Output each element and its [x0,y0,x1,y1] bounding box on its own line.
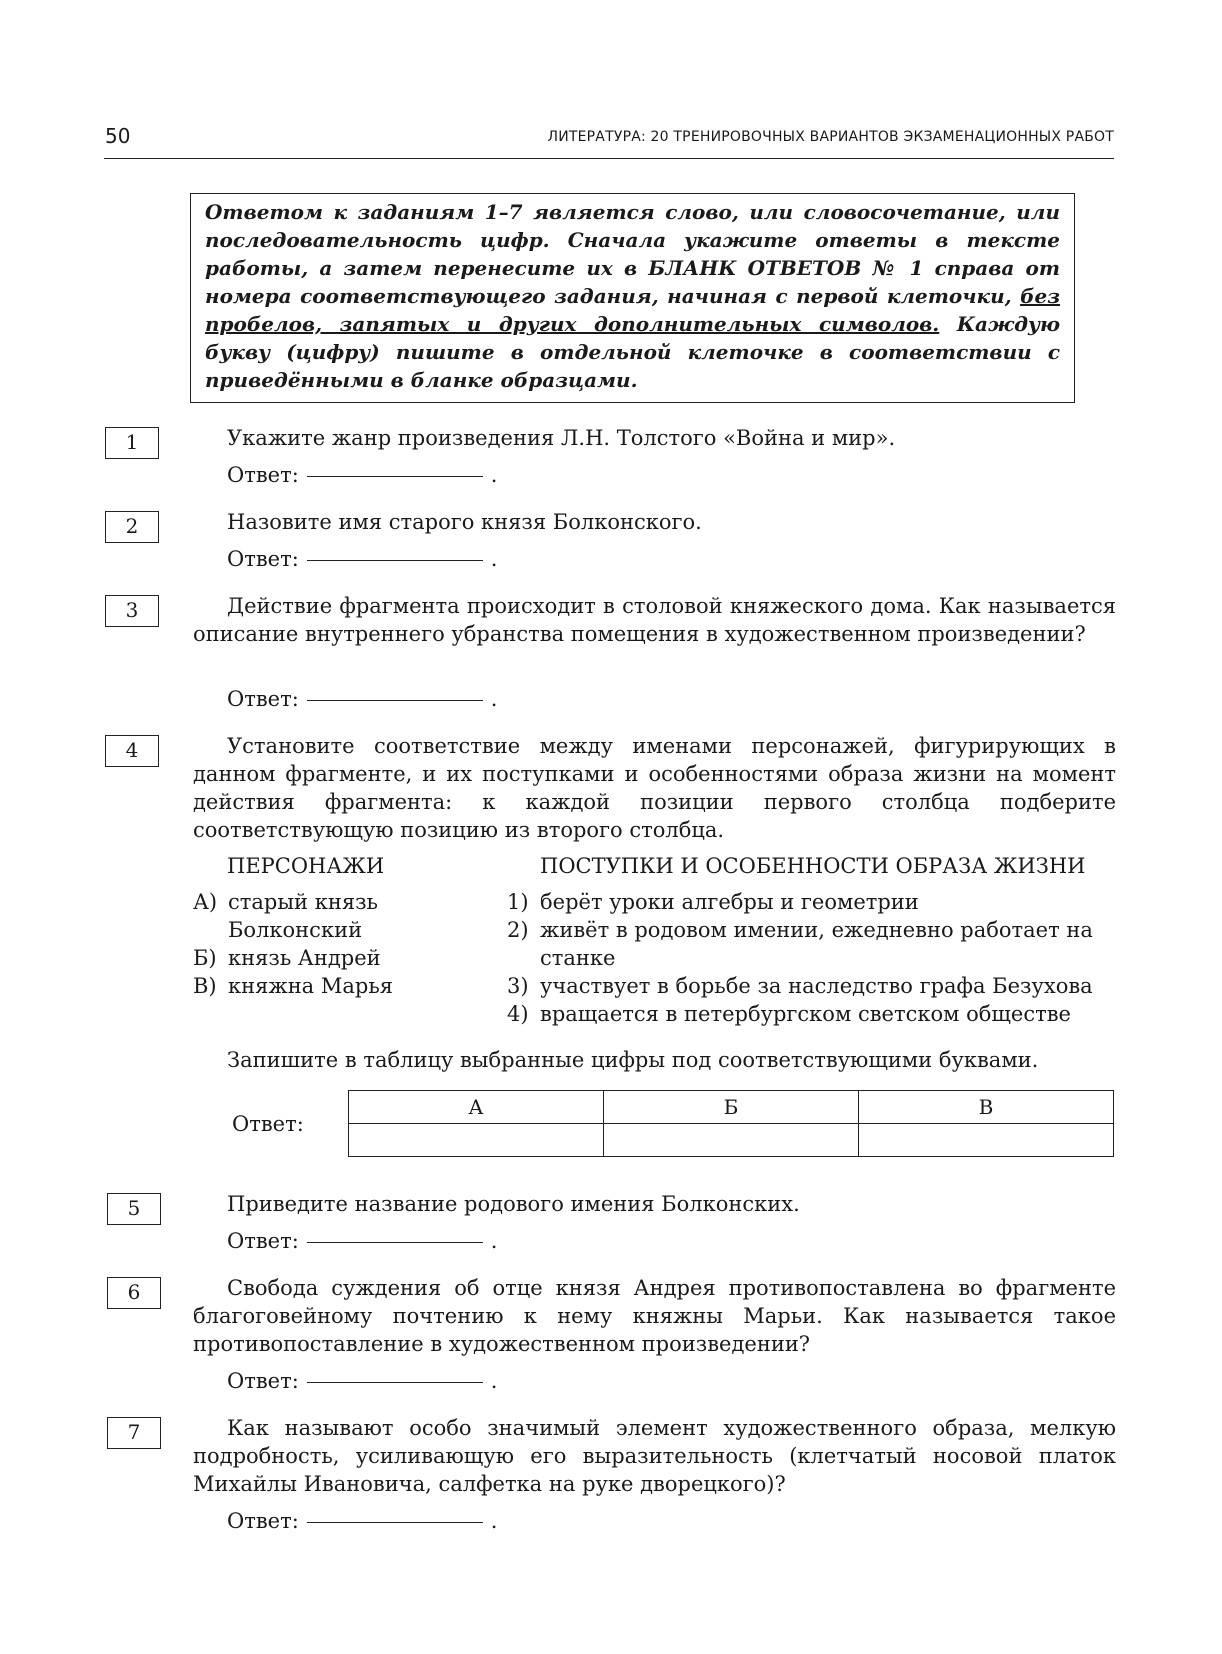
action-item [507,972,1122,1000]
answer-label: Ответ: [227,1509,299,1533]
action-item [507,1000,1122,1028]
question-6-text: Свобода суждения об отце князя Андрея противопоставлена во фрагменте благоговейному почтению к нему княжны Марьи. Как называется такое противопоставление в художественном произведении? [193,1276,1116,1356]
question-3-text: Действие фрагмента происходит в столовой княжеского дома. Как называется описание внутреннего убранства помещения в художественном произведении? [193,594,1116,646]
question-number-box: 6 [107,1277,161,1309]
instructions-text [205,198,1060,394]
question-number-box: 3 [105,595,159,627]
question-5-text: Приведите название родового имения Болконских. [227,1192,800,1216]
action-text: живёт в родовом имении, ежедневно работает на станке [540,918,1093,970]
question-text [193,508,1116,536]
question-number-box: 2 [105,511,159,543]
question-text [193,1274,1116,1358]
instructions-part1: Ответом к заданиям 1–7 является слово, или словосочетание, или последовательность цифр. Сначала укажите ответы в тексте работы, а затем перенесите их в БЛАНК ОТВЕТОВ № 1 справа от номера соответствующего задания, начиная с первой клеточки, [205,200,1060,308]
action-text: вращается в петербургском светском обществе [540,1002,1071,1026]
answer-label: Ответ: [227,463,299,487]
instructions-underlined: без пробелов, запятых и других дополнительных символов. [205,284,1060,336]
question-number-box: 7 [107,1417,161,1449]
question-1-text: Укажите жанр произведения Л.Н. Толстого «Война и мир». [227,426,896,450]
answer-table-header: А [349,1091,604,1124]
action-item [507,888,1122,916]
answer-row[interactable] [227,685,497,713]
answer-dot: . [490,463,498,487]
answer-row[interactable] [227,461,497,489]
actions-list [507,888,1122,1028]
answer-table [348,1090,1114,1157]
question-2-text: Назовите имя старого князя Болконского. [227,510,702,534]
answer-table-header-row [349,1091,1114,1124]
answer-line[interactable] [307,700,483,701]
character-item [193,888,423,944]
action-text: берёт уроки алгебры и геометрии [540,890,919,914]
character-item [193,944,423,972]
instructions-part2: Каждую букву (цифру) пишите в отдельной клеточке в соответствии с приведёнными в бланке образцами. [205,312,1060,392]
page-number: 50 [105,124,131,148]
question-text [193,732,1116,844]
answer-dot: . [490,1229,498,1253]
actions-header: ПОСТУПКИ И ОСОБЕННОСТИ ОБРАЗА ЖИЗНИ [540,854,1086,878]
answer-dot: . [490,687,498,711]
character-letter: А) [193,890,218,914]
question-text [193,1190,1116,1218]
instructions-box [190,193,1075,403]
answer-line[interactable] [307,476,483,477]
question-number-box: 5 [107,1193,161,1225]
answer-cell-c[interactable] [859,1124,1114,1157]
question-4-text: Установите соответствие между именами персонажей, фигурирующих в данном фрагменте, и их поступками и особенностями образа жизни на момент действия фрагмента: к каждой позиции первого столбца подберите соответствующую позицию из второго столбца. [193,734,1116,842]
answer-line[interactable] [307,1522,483,1523]
character-name: старый князь Болконский [228,890,378,942]
answer-label: Ответ: [227,687,299,711]
action-number: 1) [507,890,529,914]
answer-line[interactable] [307,1242,483,1243]
action-text: участвует в борьбе за наследство графа Безухова [540,974,1093,998]
answer-label: Ответ: [227,1369,299,1393]
answer-line[interactable] [307,560,483,561]
characters-list [193,888,423,1000]
character-letter: В) [193,974,217,998]
answer-table-header: Б [604,1091,859,1124]
answer-row[interactable] [227,1507,497,1535]
action-number: 4) [507,1002,529,1026]
question-7-text: Как называют особо значимый элемент художественного образа, мелкую подробность, усиливающую его выразительность (клетчатый носовой платок Михайлы Ивановича, салфетка на руке дворецкого)? [193,1416,1116,1496]
character-item [193,972,423,1000]
running-title: ЛИТЕРАТУРА: 20 ТРЕНИРОВОЧНЫХ ВАРИАНТОВ ЭКЗАМЕНАЦИОННЫХ РАБОТ [547,129,1114,145]
answer-label: Ответ: [227,547,299,571]
answer-row[interactable] [227,545,497,573]
answer-dot: . [490,1369,498,1393]
character-name: князь Андрей [228,946,381,970]
question-text [193,1414,1116,1498]
question-text [193,592,1116,648]
answer-table-header: В [859,1091,1114,1124]
answer-row[interactable] [227,1227,497,1255]
answer-dot: . [490,547,498,571]
answer-row[interactable] [227,1367,497,1395]
answer-cell-b[interactable] [604,1124,859,1157]
header-divider [104,158,1114,159]
character-name: княжна Марья [228,974,394,998]
answer-dot: . [490,1509,498,1533]
question-text [193,424,1116,452]
question-number-box: 1 [105,427,159,459]
action-number: 3) [507,974,529,998]
action-number: 2) [507,918,529,942]
answer-table-input-row [349,1124,1114,1157]
answer-label: Ответ: [227,1229,299,1253]
character-letter: Б) [193,946,217,970]
characters-header: ПЕРСОНАЖИ [227,854,385,878]
table-instruction: Запишите в таблицу выбранные цифры под соответствующими буквами. [227,1048,1039,1072]
answer-line[interactable] [307,1382,483,1383]
answer-label: Ответ: [232,1112,304,1136]
answer-cell-a[interactable] [349,1124,604,1157]
action-item [507,916,1122,972]
question-number-box: 4 [105,735,159,767]
